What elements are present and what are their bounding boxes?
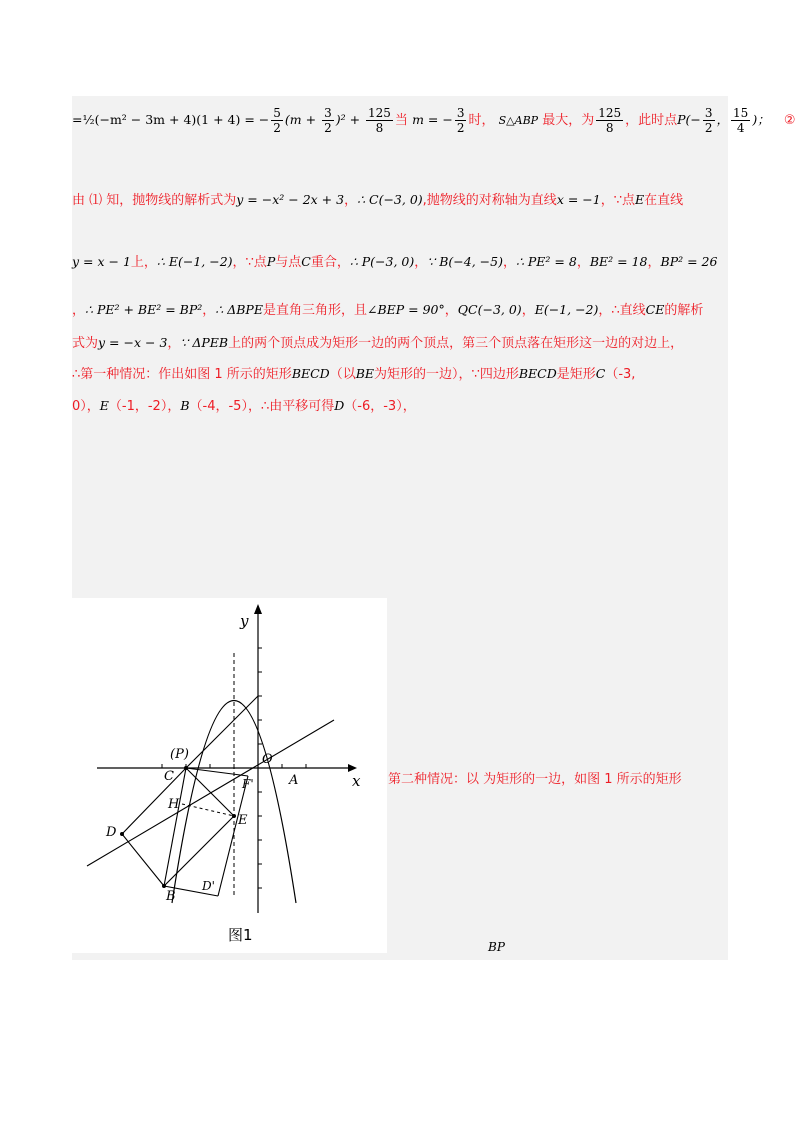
label-c: C <box>164 769 174 784</box>
label-e: E <box>238 813 248 828</box>
segment-h-e <box>182 804 234 816</box>
solution-line-6: ∴第一种情况：作出如图 1 所示的矩形BECD（以BE为矩形的一边），∵四边形BECD是矩形C（-3, <box>72 366 636 382</box>
solution-line-4: ，∴ PE² + BE² = BP²，∴ ΔBPE是直角三角形，且∠BEP = 90°，QC(−3, 0)，E(−1, −2)，∴直线CE的解析 <box>72 302 704 318</box>
label-o: O <box>262 752 273 767</box>
figure-caption: 图1 <box>228 926 253 944</box>
solution-line-7: 0），E（-1，-2），B（-4，-5），∴由平移可得D（-6，-3）， <box>72 398 416 414</box>
label-h: H <box>168 797 180 812</box>
label-p: (P) <box>170 747 189 762</box>
segment-c-fprime <box>186 768 248 776</box>
solution-line-2: 由 ⑴ 知，抛物线的解析式为y = −x² − 2x + 3，∴ C(−3, 0),抛物线的对称轴为直线x = −1，∵点E在直线 <box>72 192 684 208</box>
solution-line-1: =½(−m² − 3m + 4)(1 + 4) = − $\frac{5}{2}$ (m + $\frac{3}{2}$ )² + $\frac{125}{8}$ 当 m = − $\frac{3}{2}$ 时， S△ABP 最大，为 $\frac{125}{8}$ ，此时点P(− $\frac{3}{2}$ ， $\frac{15}{4}$ )； ② <box>72 106 796 135</box>
solution-line-5: 式为y = −x − 3，∵ ΔPEB上的两个顶点成为矩形一边的两个顶点，第三个顶点落在矩形这一边的对边上， <box>72 335 684 351</box>
point-d <box>120 832 124 836</box>
label-a: A <box>289 773 299 788</box>
solution-line-3: y = x − 1上，∴ E(−1, −2)，∵点P与点C重合，∴ P(−3, 0)，∵ B(−4, −5)，∴ PE² = 8，BE² = 18，BP² = 26 <box>72 254 718 270</box>
point-e <box>232 814 236 818</box>
label-b: B <box>166 889 176 904</box>
figure-1 <box>72 598 387 953</box>
line-c-up <box>186 696 258 768</box>
point-b <box>162 884 166 888</box>
label-d: D <box>106 825 117 840</box>
label-fprime: F' <box>242 777 254 791</box>
point-c <box>184 766 188 770</box>
label-y: y <box>240 612 249 630</box>
segment-cb <box>164 768 186 886</box>
bp-label: BP <box>488 940 505 954</box>
y-axis-arrow <box>254 604 262 614</box>
label-dprime: D' <box>202 879 215 893</box>
x-axis-arrow <box>348 764 357 772</box>
label-x: x <box>352 772 361 790</box>
geometry-diagram <box>72 598 387 953</box>
second-case-text: 第二种情况：以 为矩形的一边，如图 1 所示的矩形 <box>388 772 682 787</box>
segment-dprime-fprime <box>218 776 248 896</box>
